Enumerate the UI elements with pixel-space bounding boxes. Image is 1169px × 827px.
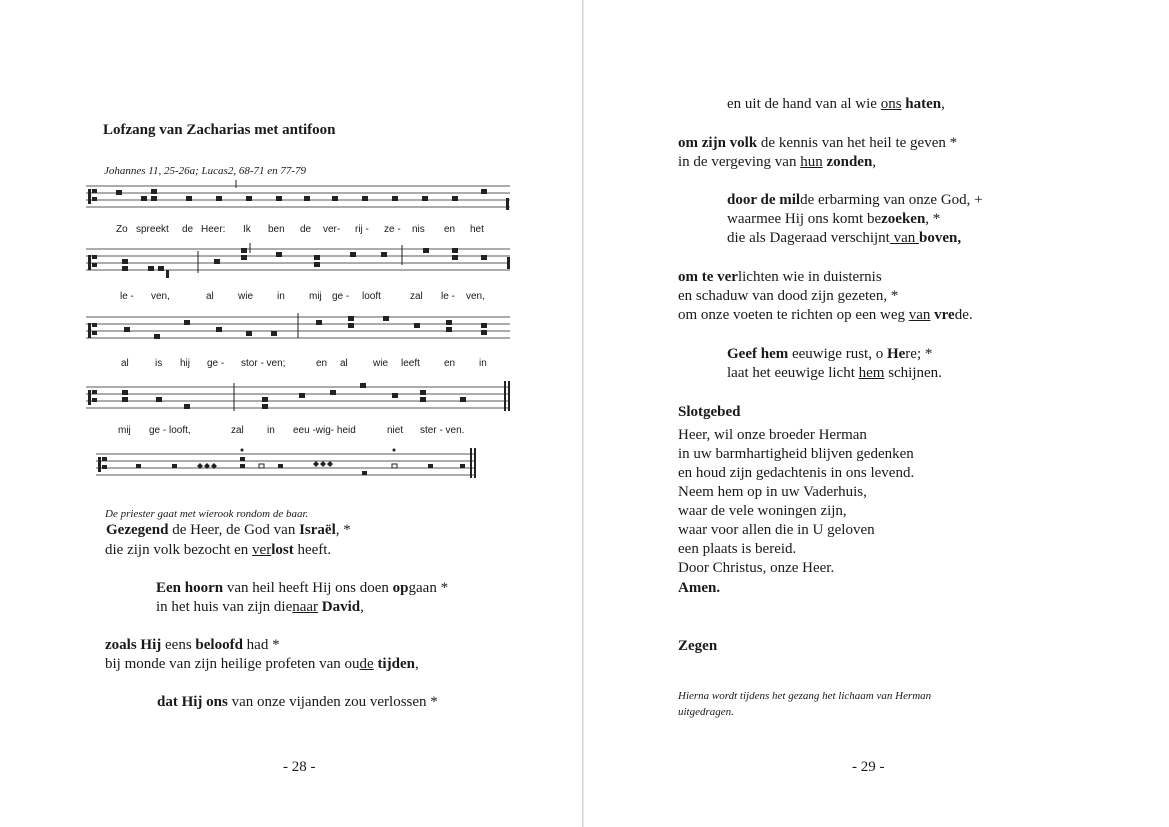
stanza-1-line-2-text-d: heeft. [293, 542, 332, 558]
right-s3-l3-bold: boven, [919, 230, 962, 246]
stanza-4-line-1-bold: dat Hij ons [157, 694, 228, 710]
lyric-2-3: al [206, 291, 214, 302]
lyric-3-8: wie [373, 358, 389, 369]
stanza-4-line-1 [157, 693, 438, 711]
lyric-2-7: ge - [332, 291, 350, 302]
slotgebed-line-6: waar voor allen die in U geloven [678, 522, 875, 538]
right-stanza-4-line-2: en schaduw van dood zijn gezeten, * [678, 288, 899, 304]
stanza-2-line-2 [156, 598, 364, 616]
stanza-1-line-2-underline: ver [252, 542, 272, 558]
stanza-3-line-1-text-b: eens [161, 637, 196, 653]
chant-staff-3 [86, 311, 516, 347]
slotgebed-heading: Slotgebed [678, 404, 741, 420]
slotgebed-line-1: Heer, wil onze broeder Herman [678, 427, 867, 443]
stanza-2-line-2-bold: David [318, 599, 361, 615]
right-s5-l2-underline: hem [858, 365, 885, 381]
stanza-2-line-1-bold-c: op [392, 580, 409, 596]
amen: Amen. [678, 580, 721, 596]
lyric-4-7: ster - ven. [420, 425, 465, 436]
page-number-right: - 29 - [852, 759, 885, 775]
right-s4-l3-bold: vre [934, 307, 955, 323]
right-stanza-5-line-1 [727, 345, 932, 363]
stanza-2-line-2-text-a: in het huis van zijn die [156, 599, 293, 615]
stanza-3-line-1 [105, 636, 280, 654]
slotgebed-line-7: een plaats is bereid. [678, 541, 797, 557]
right-stanza-2-line-1 [678, 134, 957, 152]
chant-title: Lofzang van Zacharias met antifoon [103, 122, 336, 138]
right-s3-l3-underline: van [889, 230, 920, 246]
right-s5-l2-text: laat het eeuwige licht [727, 365, 859, 381]
right-s3-l1-bold: door de mil [727, 192, 801, 208]
right-stanza-4-line-1 [678, 268, 882, 286]
stanza-3-line-1-bold-a: zoals Hij [105, 637, 162, 653]
lyric-4-6: niet [387, 425, 404, 436]
lyric-1-10: ze - [384, 224, 401, 235]
lyric-3-11: in [479, 358, 487, 369]
lyric-3-3: hij [180, 358, 191, 369]
right-s2-l2-text-a: in de vergeving van [678, 154, 801, 170]
stanza-3-line-2-text-d: , [414, 656, 419, 672]
right-stanza-5-line-2 [727, 364, 942, 382]
chant-staff-2 [86, 243, 516, 279]
lyric-1-4: Heer: [201, 224, 226, 235]
lyric-1-13: het [470, 224, 484, 235]
chant-staff-1 [86, 180, 516, 216]
chant-staff-5 [96, 448, 482, 484]
right-s2-l2-bold: zonden [826, 154, 873, 170]
lyric-1-5: Ik [243, 224, 251, 235]
right-s5-l1-bold-c: He [886, 346, 906, 362]
right-s4-l3-underline: van [908, 307, 931, 323]
right-s3-l2-bold: zoeken [881, 211, 926, 227]
stanza-4-line-1-text: van onze vijanden zou verlossen * [227, 694, 438, 710]
lyric-2-4: wie [238, 291, 254, 302]
scripture-reference: Johannes 11, 25-26a; Lucas2, 68-71 en 77-79 [104, 165, 307, 177]
stanza-1-line-1-text-d: , * [335, 522, 351, 538]
stanza-1-line-1-text-b: de Heer, de God van [168, 522, 300, 538]
right-s1-text-a: en uit de hand van al wie [727, 96, 881, 112]
right-stanza-3-line-2 [727, 210, 940, 228]
right-s5-l1-text: eeuwige rust, o [788, 346, 887, 362]
stanza-1-line-2 [105, 541, 331, 559]
right-s2-l2-punct: , [872, 154, 877, 170]
right-s3-l1-text: de erbarming van onze God, + [800, 192, 983, 208]
stanza-1-line-2-bold: lost [271, 542, 294, 558]
lyric-4-2: ge - looft, [149, 425, 191, 436]
left-page [0, 0, 583, 827]
chant-staff-4 [86, 381, 516, 417]
lyric-1-2: spreekt [136, 224, 169, 235]
right-s5-l1-bold-a: Geef hem [727, 346, 789, 362]
lyric-3-4: ge - [207, 358, 225, 369]
lyric-2-9: zal [410, 291, 423, 302]
lyric-4-5: eeu -wig- heid [293, 425, 356, 436]
lyric-1-1: Zo [116, 224, 128, 235]
lyric-3-9: leeft [401, 358, 420, 369]
right-s4-l3-punct: de. [954, 307, 973, 323]
zegen-heading: Zegen [678, 638, 718, 654]
lyric-1-9: rij - [355, 224, 369, 235]
right-stanza-4-line-3 [678, 306, 973, 324]
stanza-2-line-1 [156, 579, 448, 597]
lyric-1-6: ben [268, 224, 285, 235]
lyric-1-8: ver- [323, 224, 341, 235]
stanza-3-line-2 [105, 655, 419, 673]
right-stanza-2-line-2 [678, 153, 876, 171]
right-s1-bold: haten [905, 96, 942, 112]
lyric-4-4: in [267, 425, 275, 436]
right-s3-l2-text: waarmee Hij ons komt be [727, 211, 882, 227]
lyric-1-3: de [182, 224, 194, 235]
stanza-2-line-1-bold-a: Een hoorn [156, 580, 224, 596]
right-stanza-3-line-3 [727, 229, 961, 247]
lyric-4-1: mij [118, 425, 131, 436]
lyric-3-1: al [121, 358, 129, 369]
right-s4-l3-text: om onze voeten te richten op een weg [678, 307, 909, 323]
stanza-2-line-1-text-d: gaan * [408, 580, 449, 596]
right-s4-l1-bold: om te ver [678, 269, 738, 285]
lyric-3-5: stor - ven; [241, 358, 286, 369]
right-s3-l3-text: die als Dageraad verschijnt [727, 230, 890, 246]
lyric-2-2: ven, [151, 291, 170, 302]
lyric-1-12: en [444, 224, 456, 235]
closing-note-line-1: Hierna wordt tijdens het gezang het lichaam van Herman [678, 690, 932, 702]
stanza-1-line-1-bold-a: Gezegend [106, 522, 169, 538]
lyric-1-7: de [300, 224, 312, 235]
slotgebed-line-2: in uw barmhartigheid blijven gedenken [678, 446, 914, 462]
right-stanza-3-line-1 [727, 191, 983, 209]
stanza-1-line-2-text-a: die zijn volk bezocht en [105, 542, 253, 558]
slotgebed-line-5: waar de vele woningen zijn, [678, 503, 847, 519]
right-s2-l2-underline: hun [800, 154, 823, 170]
stanza-2-line-2-underline: naar [292, 599, 319, 615]
lyric-2-8: looft [362, 291, 381, 302]
right-s5-l2-end: schijnen. [884, 365, 942, 381]
lyric-2-5: in [277, 291, 285, 302]
stanza-1-line-1-bold-c: Israël [299, 522, 336, 538]
lyric-3-2: is [155, 358, 163, 369]
lyric-3-7: al [340, 358, 348, 369]
stanza-3-line-1-bold-c: beloofd [195, 637, 243, 653]
right-s1-underline: ons [880, 96, 902, 112]
lyric-4-3: zal [231, 425, 244, 436]
right-stanza-1-line-1 [727, 95, 945, 113]
lyric-3-6: en [316, 358, 328, 369]
closing-note-line-2: uitgedragen. [678, 706, 734, 718]
lyric-2-11: ven, [466, 291, 485, 302]
right-s5-l1-punct: re; * [905, 346, 933, 362]
lyric-1-11: nis [412, 224, 425, 235]
lyric-2-10: le - [441, 291, 455, 302]
slotgebed-line-8: Door Christus, onze Heer. [678, 560, 835, 576]
right-s3-l2-punct: , * [925, 211, 941, 227]
stanza-2-line-2-text-d: , [360, 599, 364, 615]
lyric-2-6: mij [309, 291, 322, 302]
stanza-3-line-1-text-d: had * [242, 637, 280, 653]
slotgebed-line-4: Neem hem op in uw Vaderhuis, [678, 484, 867, 500]
right-s4-l1-text: lichten wie in duisternis [737, 269, 882, 285]
rubric-note: De priester gaat met wierook rondom de baar. [105, 508, 309, 520]
lyric-3-10: en [444, 358, 456, 369]
right-s2-l1-bold: om zijn volk [678, 135, 758, 151]
stanza-3-line-2-underline: de [359, 656, 374, 672]
stanza-3-line-2-bold: tijden [373, 656, 415, 672]
slotgebed-line-3: en houd zijn gedachtenis in ons levend. [678, 465, 915, 481]
stanza-1-line-1 [106, 521, 351, 539]
lyric-2-1: le - [120, 291, 134, 302]
stanza-2-line-1-text-b: van heil heeft Hij ons doen [223, 580, 393, 596]
right-s1-punct: , [941, 96, 945, 112]
stanza-3-line-2-text-a: bij monde van zijn heilige profeten van ou [105, 656, 360, 672]
page-number-left: - 28 - [283, 759, 316, 775]
right-page [584, 0, 1169, 827]
right-s2-l1-text: de kennis van het heil te geven * [757, 135, 958, 151]
